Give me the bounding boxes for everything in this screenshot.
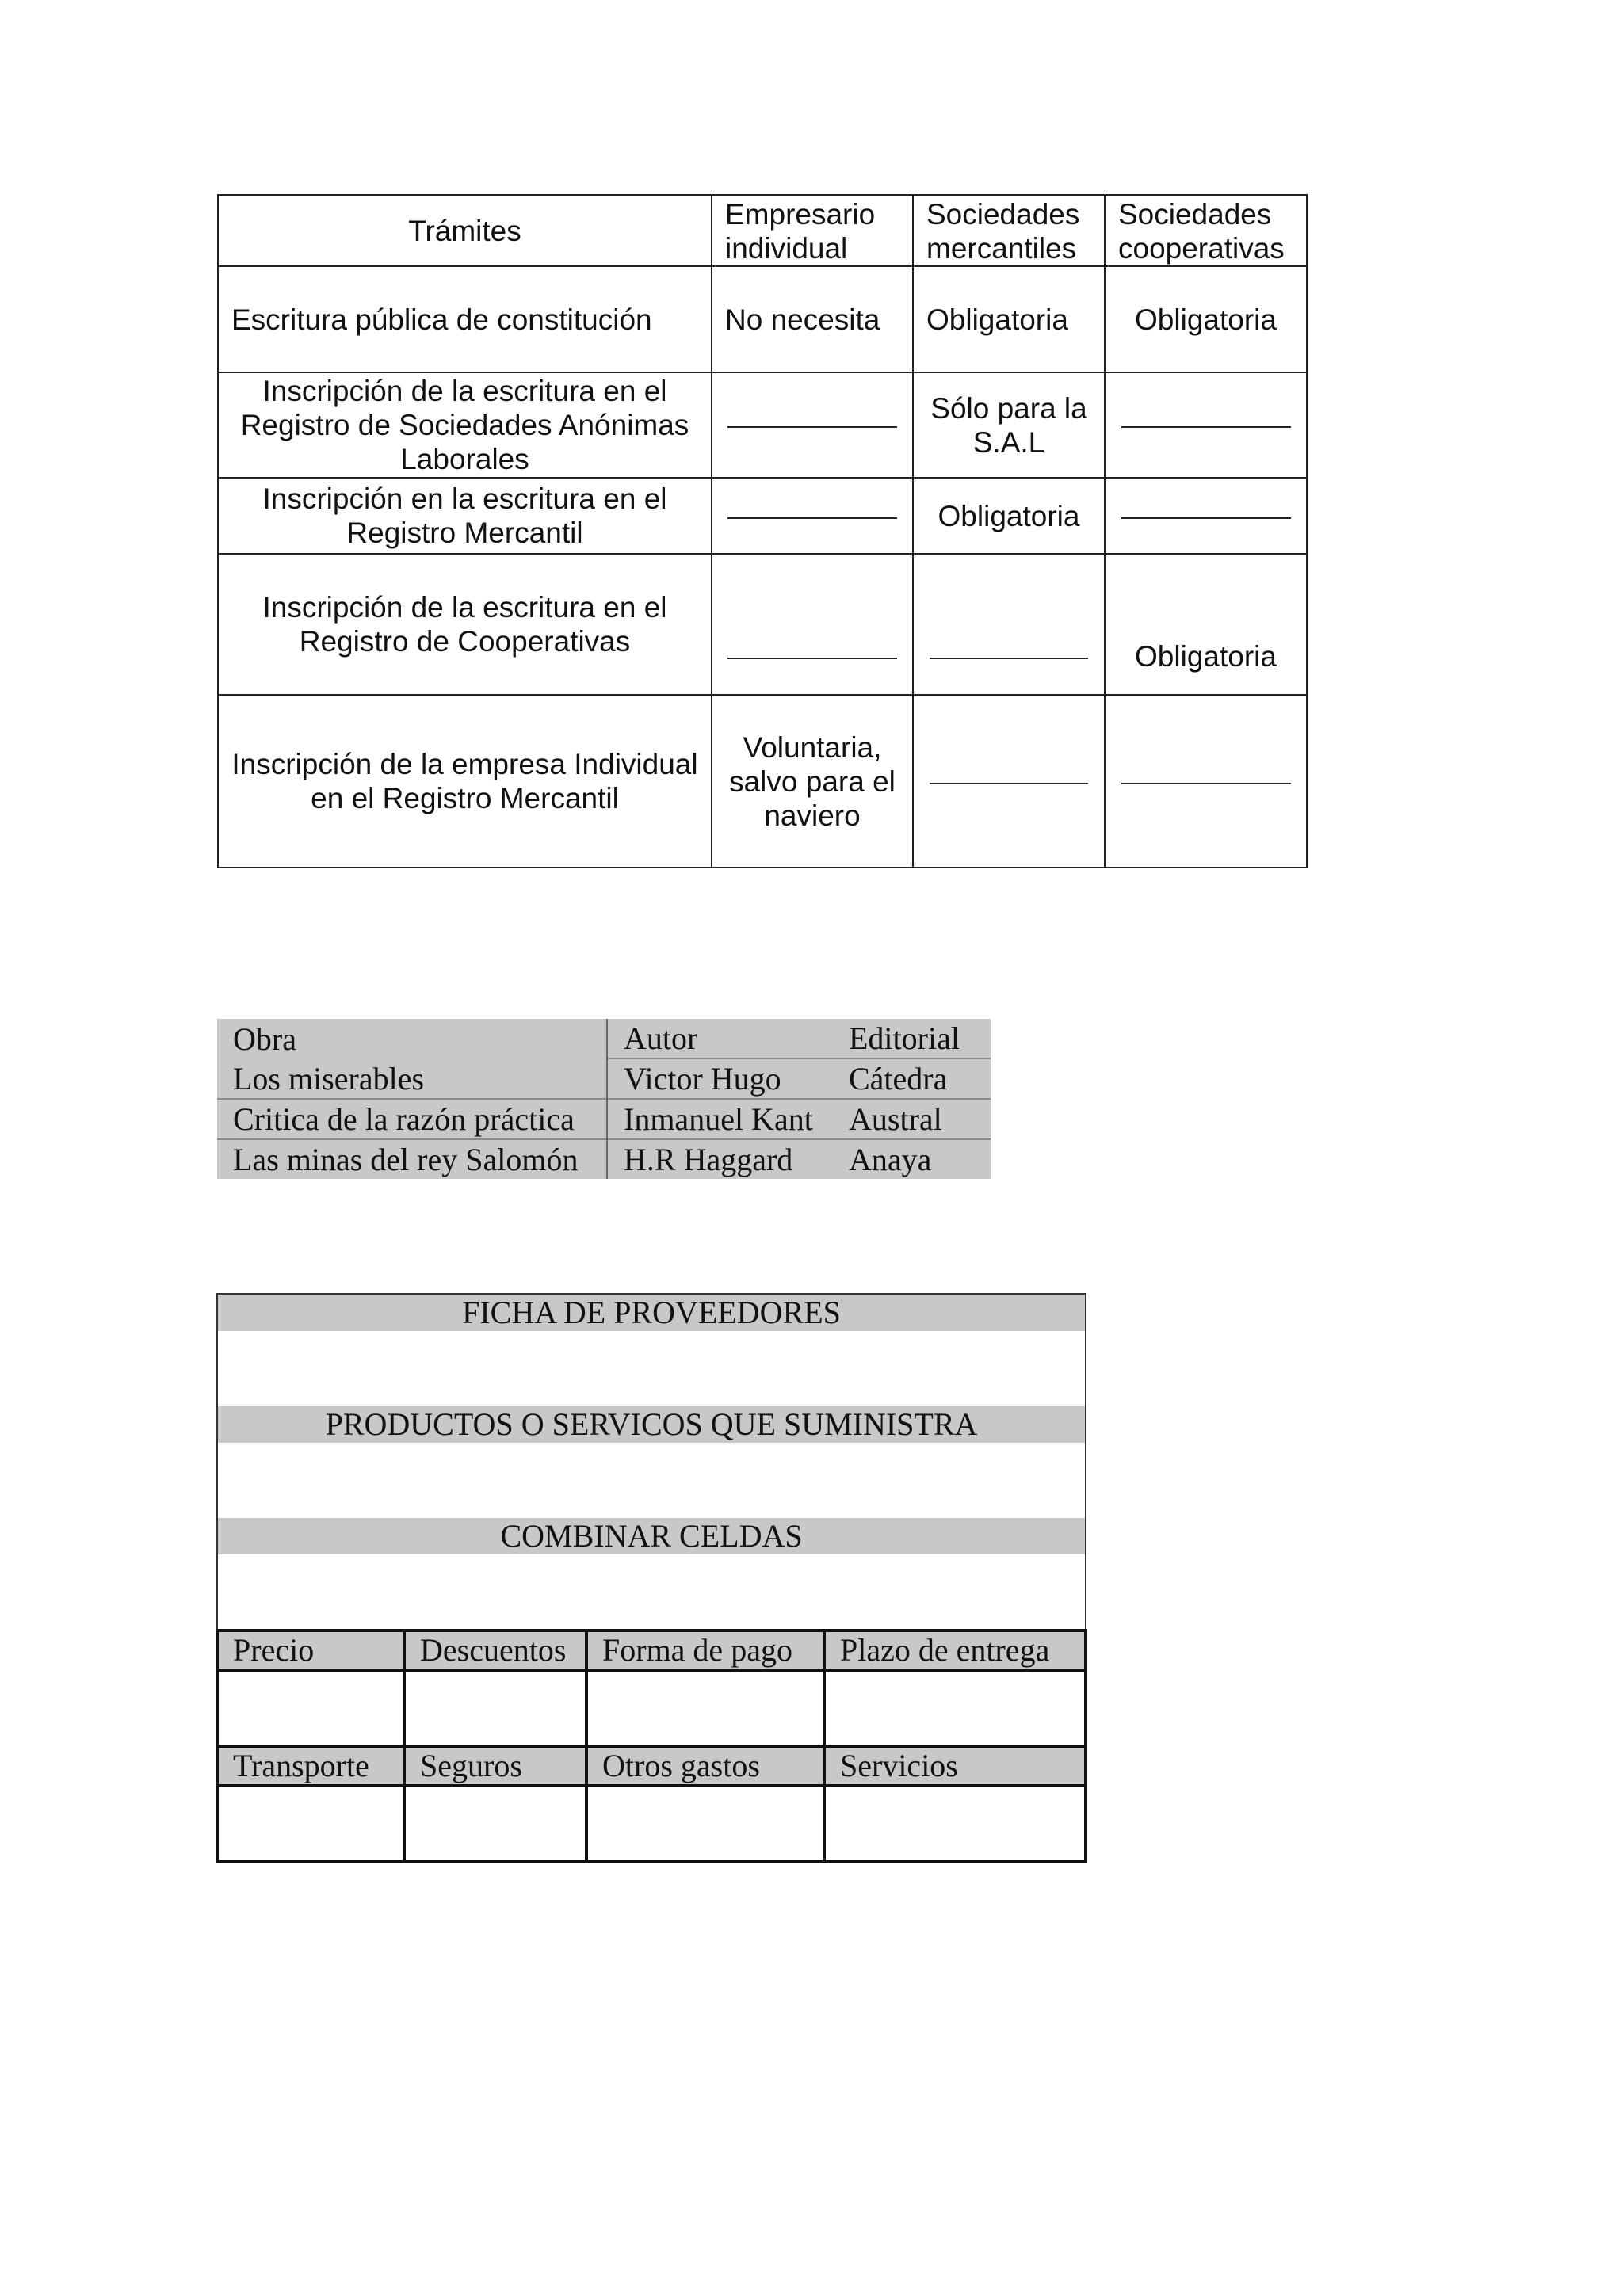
- cell-tramite: Inscripción en la escritura en el Registro Mercantil: [218, 478, 712, 554]
- cell-empresario: [712, 478, 913, 554]
- table-header-row: [218, 195, 1307, 266]
- table-row: [218, 372, 1307, 478]
- cell-autor: Inmanuel Kant: [607, 1099, 833, 1139]
- cell-obra: Las minas del rey Salomón: [217, 1139, 607, 1179]
- cell-mercantiles: Obligatoria: [913, 266, 1105, 372]
- header-sociedades-mercantiles: Sociedades mercantiles: [913, 195, 1105, 266]
- empty-dash: [1121, 517, 1291, 519]
- label-descuentos: Descuentos: [404, 1630, 586, 1670]
- cell-tramite: Inscripción de la escritura en el Registro de Sociedades Anónimas Laborales: [218, 372, 712, 478]
- cell-tramite: Inscripción de la escritura en el Registro de Cooperativas: [218, 554, 712, 695]
- empty-dash: [727, 658, 897, 659]
- cell-mercantiles: [913, 695, 1105, 868]
- cell-empresario: Voluntaria, salvo para el naviero: [712, 695, 913, 868]
- cell-mercantiles: [913, 554, 1105, 695]
- header-sociedades-cooperativas: Sociedades cooperativas: [1105, 195, 1307, 266]
- section-combinar: COMBINAR CELDAS: [217, 1518, 1086, 1554]
- empty-cell: [586, 1786, 824, 1862]
- label-precio: Precio: [217, 1630, 404, 1670]
- cell-cooperativas: Obligatoria: [1105, 266, 1307, 372]
- empty-dash: [930, 658, 1088, 659]
- table-row: [217, 1139, 991, 1179]
- empty-cell: [404, 1670, 586, 1746]
- blank-row: [217, 1554, 1086, 1630]
- label-transporte: Transporte: [217, 1746, 404, 1786]
- cell-obra: Los miserables: [217, 1058, 607, 1099]
- cell-tramite: Inscripción de la empresa Individual en el Registro Mercantil: [218, 695, 712, 868]
- ficha-proveedores-table: [216, 1293, 1087, 1863]
- empty-cell: [824, 1786, 1086, 1862]
- ficha-title: FICHA DE PROVEEDORES: [217, 1294, 1086, 1331]
- empty-dash: [1121, 426, 1291, 428]
- header-autor: Autor: [607, 1019, 833, 1058]
- cell-mercantiles: Sólo para la S.A.L: [913, 372, 1105, 478]
- obras-table: [217, 1019, 991, 1179]
- blank-row: [217, 1331, 1086, 1406]
- empty-cell: [824, 1670, 1086, 1746]
- header-obra: Obra: [217, 1019, 607, 1058]
- label-forma-de-pago: Forma de pago: [586, 1630, 824, 1670]
- blank-cell: [217, 1443, 1086, 1518]
- table-row: [217, 1058, 991, 1099]
- header-tramites: Trámites: [218, 195, 712, 266]
- empty-dash: [930, 783, 1088, 784]
- empty-dash: [727, 426, 897, 428]
- label-otros-gastos: Otros gastos: [586, 1746, 824, 1786]
- cell-cooperativas: Obligatoria: [1105, 554, 1307, 695]
- empty-row: [217, 1670, 1086, 1746]
- cell-cooperativas: [1105, 372, 1307, 478]
- section-row: [217, 1406, 1086, 1443]
- blank-cell: [217, 1554, 1086, 1630]
- empty-row: [217, 1786, 1086, 1862]
- table-header-row: [217, 1019, 991, 1058]
- cell-editorial: Anaya: [833, 1139, 991, 1179]
- cell-cooperativas: [1105, 478, 1307, 554]
- cell-tramite: Escritura pública de constitución: [218, 266, 712, 372]
- cell-autor: H.R Haggard: [607, 1139, 833, 1179]
- cell-obra: Critica de la razón práctica: [217, 1099, 607, 1139]
- ficha-title-row: [217, 1294, 1086, 1331]
- label-seguros: Seguros: [404, 1746, 586, 1786]
- empty-dash: [727, 517, 897, 519]
- cell-cooperativas: [1105, 695, 1307, 868]
- empty-dash: [1121, 783, 1291, 784]
- header-empresario-individual: Empresario individual: [712, 195, 913, 266]
- table-row: [218, 266, 1307, 372]
- label-row: [217, 1630, 1086, 1670]
- blank-row: [217, 1443, 1086, 1518]
- empty-cell: [217, 1670, 404, 1746]
- cell-empresario: [712, 554, 913, 695]
- cell-editorial: Cátedra: [833, 1058, 991, 1099]
- cell-empresario: No necesita: [712, 266, 913, 372]
- label-plazo-de-entrega: Plazo de entrega: [824, 1630, 1086, 1670]
- label-row: [217, 1746, 1086, 1786]
- table-row: [218, 554, 1307, 695]
- empty-cell: [586, 1670, 824, 1746]
- section-productos: PRODUCTOS O SERVICOS QUE SUMINISTRA: [217, 1406, 1086, 1443]
- tramites-table: [217, 194, 1308, 868]
- blank-cell: [217, 1331, 1086, 1406]
- section-row: [217, 1518, 1086, 1554]
- empty-cell: [217, 1786, 404, 1862]
- header-editorial: Editorial: [833, 1019, 991, 1058]
- table-row: [218, 695, 1307, 868]
- table-row: [218, 478, 1307, 554]
- label-servicios: Servicios: [824, 1746, 1086, 1786]
- cell-mercantiles: Obligatoria: [913, 478, 1105, 554]
- cell-editorial: Austral: [833, 1099, 991, 1139]
- table-row: [217, 1099, 991, 1139]
- cell-autor: Victor Hugo: [607, 1058, 833, 1099]
- empty-cell: [404, 1786, 586, 1862]
- cell-empresario: [712, 372, 913, 478]
